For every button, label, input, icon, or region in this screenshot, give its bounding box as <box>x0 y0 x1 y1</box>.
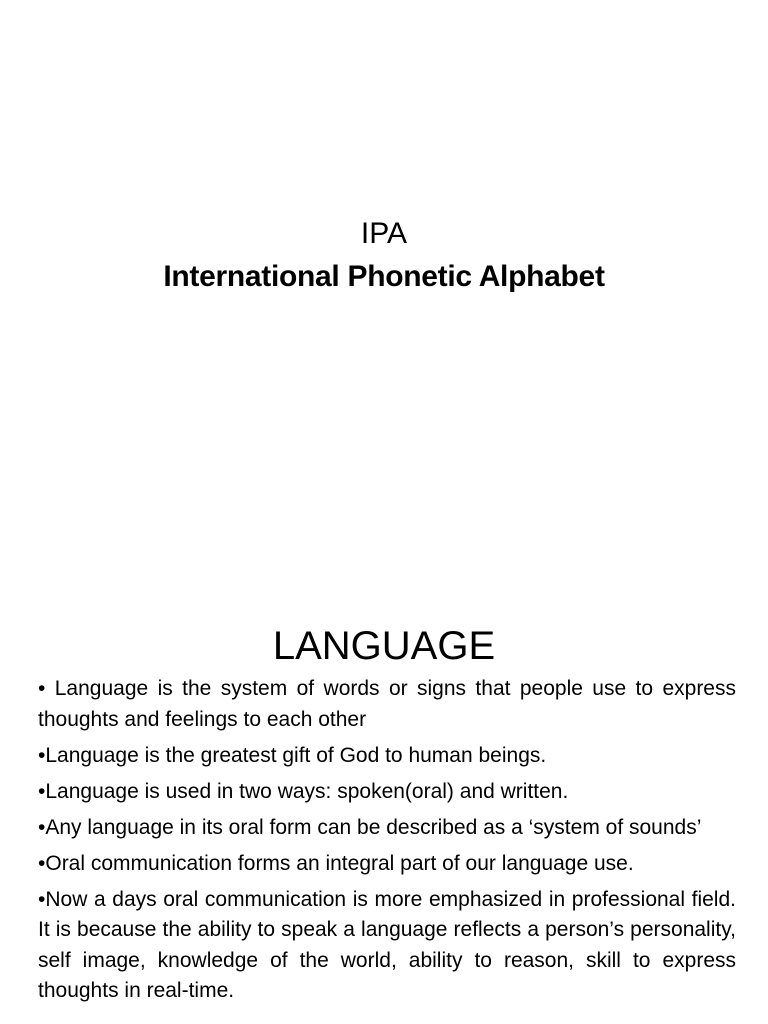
slide-heading: LANGUAGE <box>272 624 496 668</box>
bullet-text: Language is the system of words or signs that people use to express thoughts and feelings to each other <box>38 677 736 731</box>
bullet-item <box>38 777 736 808</box>
bullet-item <box>38 813 736 844</box>
bullet-text: Now a days oral communication is more emphasized in professional field. It is because the ability to speak a language reflects a person’s personality, self image, knowledge of the world, ability to reason, skill to express thoughts in real-time. <box>38 887 736 1002</box>
bullet-text: Language is used in two ways: spoken(oral) and written. <box>45 779 569 803</box>
bullet-icon: • <box>38 887 46 911</box>
bullet-icon: • <box>38 815 46 839</box>
bullet-item <box>38 741 736 772</box>
bullet-text: Any language in its oral form can be described as a ‘system of sounds’ <box>45 815 702 839</box>
bullet-item <box>38 849 736 880</box>
slide-title-abbreviation: IPA <box>360 217 408 250</box>
bullet-item <box>38 885 736 1007</box>
language-slide <box>0 576 768 1024</box>
bullet-text: Oral communication forms an integral part of our language use. <box>45 851 634 875</box>
bullet-list <box>38 674 736 1012</box>
title-block <box>0 213 768 299</box>
slide-title-full: International Phonetic Alphabet <box>163 260 605 293</box>
bullet-text: Language is the greatest gift of God to human beings. <box>45 743 547 767</box>
bullet-icon: • <box>38 743 46 767</box>
bullet-icon: • <box>38 851 46 875</box>
bullet-icon: • <box>38 779 46 803</box>
bullet-item <box>38 674 736 735</box>
bullet-icon: • <box>38 677 46 700</box>
